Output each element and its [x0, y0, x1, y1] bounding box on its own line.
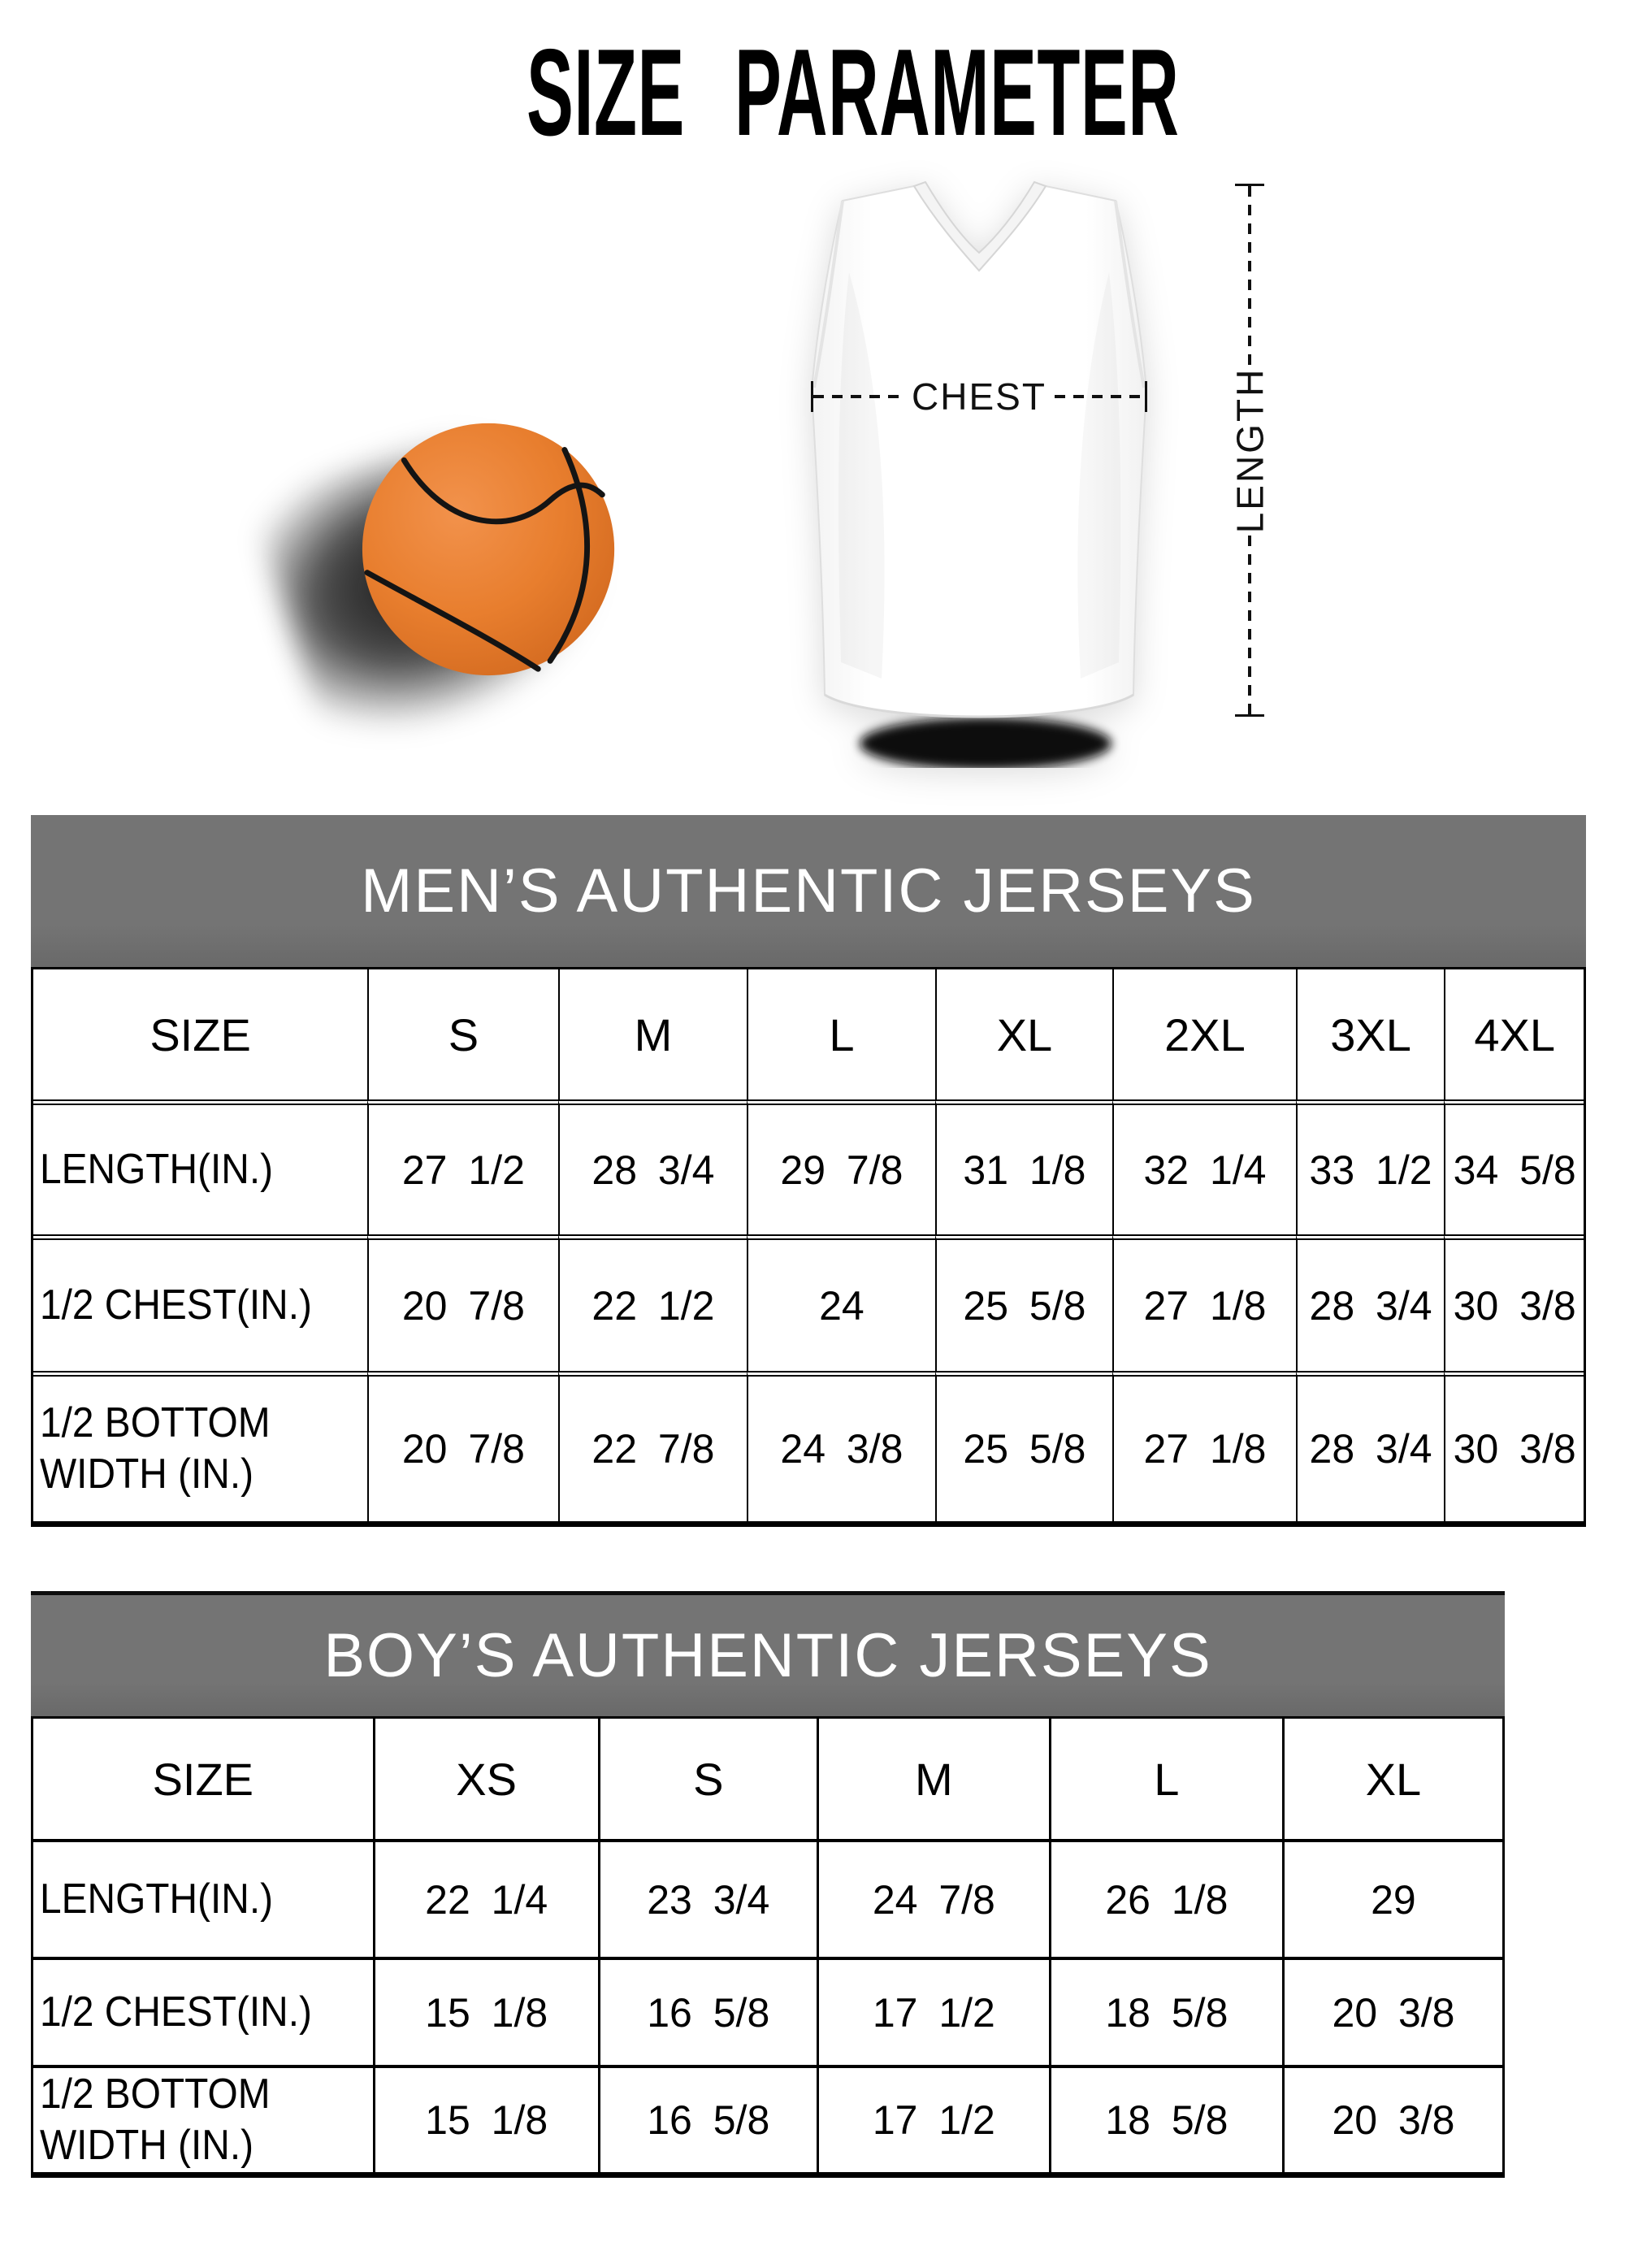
- boys-column-header-s: S: [598, 1719, 817, 1839]
- mens-size-value: 27 1/2: [367, 1099, 558, 1234]
- mens-size-value: 25 5/8: [935, 1234, 1113, 1371]
- page-title: [81, 24, 1625, 162]
- mens-size-table-section: [31, 815, 1586, 1527]
- mens-size-value: 20 7/8: [367, 1371, 558, 1521]
- row-label-line: 1/2 BOTTOM: [40, 1399, 271, 1446]
- boys-table-title: BOY’S AUTHENTIC JERSEYS: [323, 1621, 1212, 1690]
- mens-column-header-xl: XL: [935, 969, 1113, 1099]
- boys-size-value: 23 3/4: [598, 1839, 817, 1957]
- boys-size-value: 17 1/2: [817, 2065, 1049, 2172]
- mens-row-label-length: [33, 1099, 367, 1234]
- mens-size-value: 33 1/2: [1296, 1099, 1445, 1234]
- mens-table-title-band: [31, 815, 1586, 967]
- jersey-icon: [792, 175, 1166, 768]
- mens-size-value: 32 1/4: [1112, 1099, 1296, 1234]
- row-label-line: WIDTH (IN.): [40, 1451, 254, 1498]
- length-label-box: [1228, 365, 1271, 536]
- boys-row-label-chest: [33, 1957, 373, 2065]
- boys-size-value: 16 5/8: [598, 1957, 817, 2065]
- boys-size-value: 20 3/8: [1282, 2065, 1502, 2172]
- boys-column-header-l: L: [1049, 1719, 1282, 1839]
- mens-column-header-4xl: 4XL: [1444, 969, 1584, 1099]
- boys-row-label-bottom-width: [33, 2065, 373, 2172]
- dimension-tick-icon: [1235, 714, 1264, 717]
- row-label-line: 1/2 BOTTOM: [40, 2070, 271, 2118]
- length-label: LENGTH: [1228, 366, 1271, 534]
- mens-table-title: MEN’S AUTHENTIC JERSEYS: [361, 856, 1256, 926]
- boys-size-value: 15 1/8: [373, 2065, 598, 2172]
- mens-size-value: 25 5/8: [935, 1371, 1113, 1521]
- mens-size-value: 31 1/8: [935, 1099, 1113, 1234]
- mens-size-value: 29 7/8: [747, 1099, 935, 1234]
- dashed-line: [1055, 395, 1145, 398]
- boys-size-value: 29: [1282, 1839, 1502, 1957]
- boys-size-value: 18 5/8: [1049, 2065, 1282, 2172]
- dashed-line: [1248, 186, 1251, 365]
- boys-size-value: 17 1/2: [817, 1957, 1049, 2065]
- page-title-text: SIZE PARAMETER: [526, 24, 1180, 162]
- boys-column-header-size: SIZE: [152, 1753, 254, 1805]
- basketball-icon: [358, 416, 622, 681]
- row-label-line: WIDTH (IN.): [40, 2122, 254, 2169]
- dashed-line: [813, 395, 904, 398]
- mens-size-value: 30 3/8: [1444, 1371, 1584, 1521]
- row-label-line: LENGTH(IN.): [40, 1875, 274, 1923]
- mens-row-label-bottom-width: [33, 1371, 367, 1521]
- row-label-line: 1/2 CHEST(IN.): [40, 1281, 312, 1329]
- length-dimension-line: [1228, 184, 1271, 717]
- boys-size-table: [31, 1716, 1505, 2178]
- mens-size-value: 28 3/4: [1296, 1234, 1445, 1371]
- boys-row-label-length: [33, 1839, 373, 1957]
- mens-size-value: 28 3/4: [1296, 1371, 1445, 1521]
- boys-size-value: 26 1/8: [1049, 1839, 1282, 1957]
- dashed-line: [1248, 536, 1251, 714]
- boys-size-value: 16 5/8: [598, 2065, 817, 2172]
- mens-column-header-m: M: [558, 969, 748, 1099]
- mens-size-value: 24 3/8: [747, 1371, 935, 1521]
- boys-size-value: 15 1/8: [373, 1957, 598, 2065]
- mens-size-value: 24: [747, 1234, 935, 1371]
- mens-size-value: 28 3/4: [558, 1099, 748, 1234]
- mens-size-value: 20 7/8: [367, 1234, 558, 1371]
- mens-size-table: [31, 967, 1586, 1527]
- boys-table-title-band: [31, 1595, 1505, 1716]
- mens-size-value: 27 1/8: [1112, 1371, 1296, 1521]
- mens-column-header-s: S: [367, 969, 558, 1099]
- mens-size-value: 30 3/8: [1444, 1234, 1584, 1371]
- row-label-line: LENGTH(IN.): [40, 1145, 274, 1193]
- dimension-tick-icon: [1145, 381, 1147, 412]
- chest-dimension-line: [811, 375, 1147, 418]
- mens-size-value: 27 1/8: [1112, 1234, 1296, 1371]
- mens-size-value: 22 1/2: [558, 1234, 748, 1371]
- boys-column-header-m: M: [817, 1719, 1049, 1839]
- mens-size-value: 34 5/8: [1444, 1099, 1584, 1234]
- boys-column-header-xs: XS: [373, 1719, 598, 1839]
- chest-label: CHEST: [912, 375, 1046, 418]
- boys-size-table-section: [31, 1591, 1505, 2178]
- boys-size-value: 18 5/8: [1049, 1957, 1282, 2065]
- boys-size-value: 20 3/8: [1282, 1957, 1502, 2065]
- mens-column-header-3xl: 3XL: [1296, 969, 1445, 1099]
- mens-size-value: 22 7/8: [558, 1371, 748, 1521]
- mens-column-header-2xl: 2XL: [1112, 969, 1296, 1099]
- boys-column-header-xl: XL: [1282, 1719, 1502, 1839]
- mens-row-label-chest: [33, 1234, 367, 1371]
- row-label-line: 1/2 CHEST(IN.): [40, 1988, 312, 2036]
- mens-column-header-l: L: [747, 969, 935, 1099]
- boys-size-value: 24 7/8: [817, 1839, 1049, 1957]
- mens-column-header-size: SIZE: [150, 1008, 251, 1060]
- boys-size-value: 22 1/4: [373, 1839, 598, 1957]
